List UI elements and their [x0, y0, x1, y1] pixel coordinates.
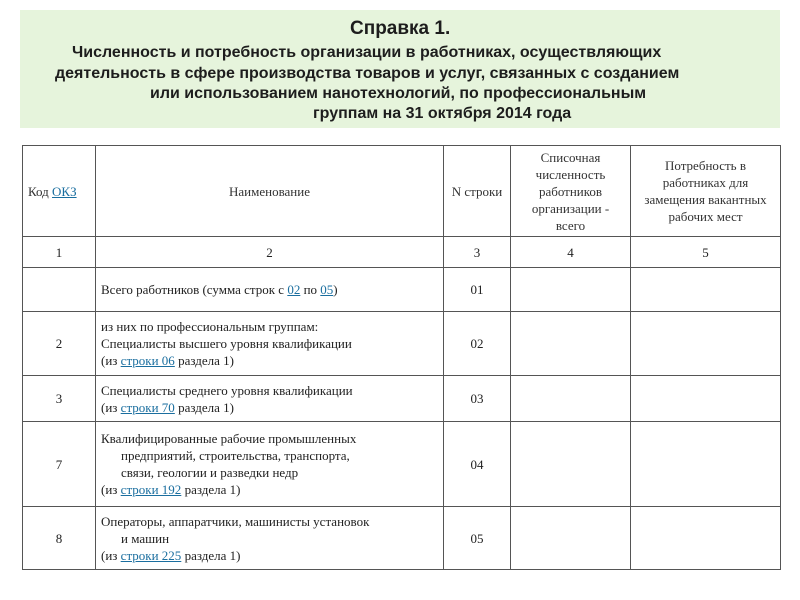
- okz-code: 8: [23, 507, 96, 570]
- reference-heading: Справка 1.: [350, 18, 451, 39]
- header-headcount: Списочная численность работников организации - всего: [511, 146, 631, 237]
- table-row: [23, 268, 781, 312]
- row-number: 04: [444, 422, 511, 507]
- column-number: 3: [444, 237, 511, 268]
- row-name: Специалисты среднего уровня квалификации (из строки 70 раздела 1): [96, 376, 444, 422]
- table-row: [23, 422, 781, 507]
- headcount-cell[interactable]: [511, 507, 631, 570]
- headcount-cell[interactable]: [511, 376, 631, 422]
- need-cell[interactable]: [631, 312, 781, 376]
- column-number: 5: [631, 237, 781, 268]
- table-row: [23, 312, 781, 376]
- okz-code: [23, 268, 96, 312]
- row-number: 03: [444, 376, 511, 422]
- headcount-cell[interactable]: [511, 268, 631, 312]
- section-row-link[interactable]: строки 70: [120, 399, 175, 415]
- row-number: 05: [444, 507, 511, 570]
- okz-link[interactable]: ОКЗ: [52, 183, 77, 199]
- header-row-number: N строки: [444, 146, 511, 237]
- title-line-1: Численность и потребность организации в работниках, осуществляющих: [72, 44, 662, 61]
- row-link-05[interactable]: 05: [320, 282, 334, 297]
- section-row-link[interactable]: строки 06: [120, 353, 175, 368]
- row-name: из них по профессиональным группам: Специалисты высшего уровня квалификации (из строки 06 раздела 1): [96, 312, 444, 376]
- title-line-4: группам на 31 октября 2014 года: [313, 105, 572, 122]
- header-need: Потребность в работниках для замещения вакантных рабочих мест: [631, 146, 781, 237]
- column-number: 4: [511, 237, 631, 268]
- header-name: Наименование: [96, 146, 444, 237]
- table-header-row: [23, 146, 781, 237]
- title-banner: [20, 10, 780, 128]
- header-code: Код ОКЗ: [23, 146, 96, 237]
- table-row: [23, 376, 781, 422]
- need-cell[interactable]: [631, 507, 781, 570]
- row-name: Операторы, аппаратчики, машинисты установок и машин (из строки 225 раздела 1): [96, 507, 444, 570]
- row-number: 02: [444, 312, 511, 376]
- okz-code: 2: [23, 312, 96, 376]
- headcount-cell[interactable]: [511, 422, 631, 507]
- okz-code: 7: [23, 422, 96, 507]
- section-row-link[interactable]: строки 192: [120, 482, 182, 497]
- need-cell[interactable]: [631, 268, 781, 312]
- column-number-row: [23, 237, 781, 268]
- need-cell[interactable]: [631, 422, 781, 507]
- headcount-cell[interactable]: [511, 312, 631, 376]
- row-number: 01: [444, 268, 511, 312]
- row-name: Всего работников (сумма строк с 02 по 05): [96, 268, 444, 312]
- row-name: Квалифицированные рабочие промышленных предприятий, строительства, транспорта, связи, геологии и разведки недр (из строки 192 раздела 1): [96, 422, 444, 507]
- title-line-3: или использованием нанотехнологий, по профессиональным: [150, 85, 647, 102]
- need-cell[interactable]: [631, 376, 781, 422]
- column-number: 1: [23, 237, 96, 268]
- table-row: [23, 507, 781, 570]
- okz-code: 3: [23, 376, 96, 422]
- section-row-link[interactable]: строки 225: [120, 547, 182, 563]
- column-number: 2: [96, 237, 444, 268]
- title-line-2: деятельность в сфере производства товаров и услуг, связанных с созданием: [55, 65, 680, 82]
- staffing-table: [22, 145, 781, 570]
- row-link-02[interactable]: 02: [287, 282, 301, 297]
